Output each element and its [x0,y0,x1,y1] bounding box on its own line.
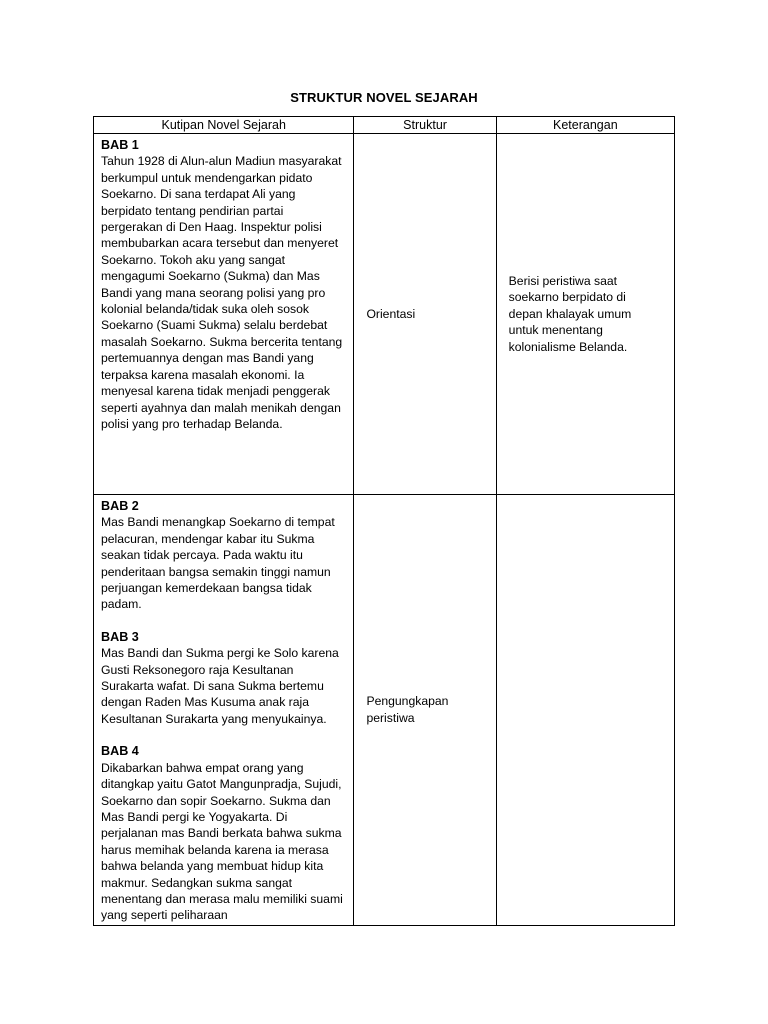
bab-text: Tahun 1928 di Alun-alun Madiun masyarakat berkumpul untuk mendengarkan pidato Soekarno. Di sana terdapat Ali yang berpidato tentang pendirian partai pergerakan di Den Haag. Inspektur polisi membubarkan acara tersebut dan menyeret Soekarno. Tokoh aku yang sangat mengagumi Soekarno (Sukma) dan Mas Bandi yang mana seorang polisi yang pro kolonial belanda/tidak suka oleh sosok Soekarno (Suami Sukma) selalu berdebat masalah Soekarno. Sukma bercerita tentang pertemuannya dengan mas Bandi yang terpaksa karena masalah ekonomi. Ia menyesal karena tidak menjadi penggerak seperti ayahnya dan malah menikah dengan polisi yang pro terhadap Belanda. [101,154,343,431]
keterangan-cell [496,495,674,926]
struktur-cell: Pengungkapan peristiwa [354,495,496,926]
paragraph-gap [101,727,346,743]
document-title: STRUKTUR NOVEL SEJARAH [290,90,478,105]
kutipan-cell [94,134,354,495]
table-header-row [94,117,675,134]
bab-heading: BAB 4 [101,744,139,759]
table-row [94,134,675,495]
header-struktur: Struktur [354,117,496,134]
bab-heading: BAB 3 [101,629,139,644]
bab-text: Mas Bandi dan Sukma pergi ke Solo karena Gusti Reksonegoro raja Kesultanan Surakarta wafat. Di sana Sukma bertemu dengan Raden Mas Kusuma anak raja Kesultanan Surakarta yang menyukainya. [101,646,339,726]
bab-text: Mas Bandi menangkap Soekarno di tempat pelacuran, mendengar kabar itu Sukma seakan tidak percaya. Pada waktu itu penderitaan bangsa semakin tinggi namun perjuangan kemerdekaan bangsa tidak padam. [101,515,335,612]
bab-heading: BAB 2 [101,499,139,513]
keterangan-cell: Berisi peristiwa saat soekarno berpidato di depan khalayak umum untuk menentang kolonialisme Belanda. [496,134,674,495]
bab-text: Dikabarkan bahwa empat orang yang ditangkap yaitu Gatot Mangunpradja, Sujudi, Soekarno dan sopir Soekarno. Sukma dan Mas Bandi pergi ke Yogyakarta. Di perjalanan mas Bandi berkata bahwa sukma harus memihak belanda karena ia merasa bahwa belanda yang membuat hidup kita makmur. Sedangkan sukma sangat menentang dan merasa malu memiliki suami yang seperti peliharaan [101,760,343,923]
kutipan-cell [94,495,354,926]
struktur-cell: Orientasi [354,134,496,495]
table-row [94,495,675,926]
bab-heading: BAB 1 [101,138,139,152]
header-kutipan: Kutipan Novel Sejarah [94,117,354,134]
paragraph-gap [101,613,346,629]
structure-table [93,116,675,926]
header-keterangan: Keterangan [496,117,674,134]
